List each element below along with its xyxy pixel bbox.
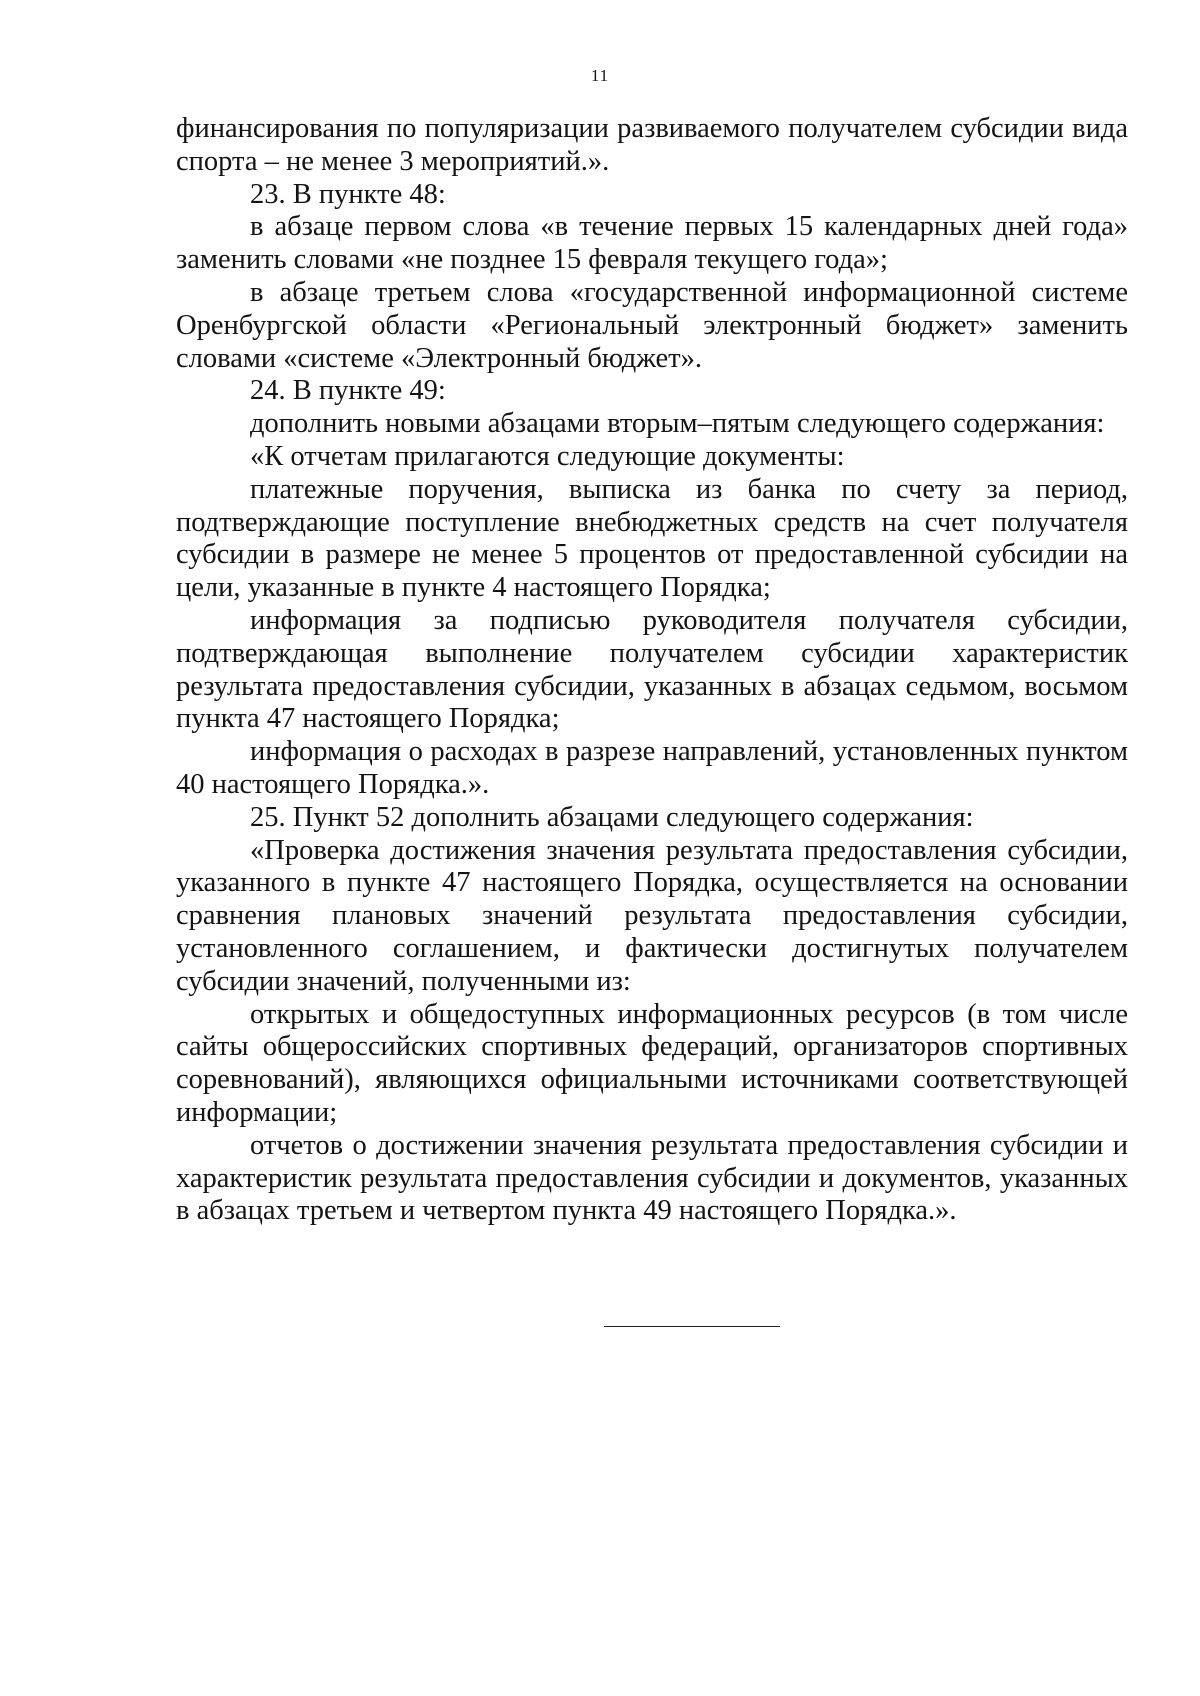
paragraph-item-23-abzac-3: в абзаце третьем слова «государственной информационной системе Оренбургской области «Региональный электронный бюджет» заменить словами «системе «Электронный бюджет».	[176, 276, 1128, 374]
document-body	[176, 113, 1128, 1228]
paragraph-item-25-check: «Проверка достижения значения результата предоставления субсидии, указанного в пункте 47 настоящего Порядка, осуществляется на основании сравнения плановых значений результата предоставления субсидии, установленного соглашением, и фактически достигнутых получателем субсидии значений, полученными из:	[176, 834, 1128, 997]
paragraph-item-24-signature-info: информация за подписью руководителя получателя субсидии, подтверждающая выполнение получателем субсидии характеристик результата предоставления субсидии, указанных в абзацах седьмом, восьмом пункта 47 настоящего Порядка;	[176, 604, 1128, 735]
paragraph-continuation: финансирования по популяризации развиваемого получателем субсидии вида спорта – не менее 3 мероприятий.».	[176, 113, 1128, 177]
paragraph-item-23: 23. В пункте 48:	[250, 178, 446, 210]
paragraph-item-23-abzac-1: в абзаце первом слова «в течение первых 15 календарных дней года» заменить словами «не позднее 15 февраля текущего года»;	[176, 211, 1128, 276]
paragraph-item-24-expenses: информация о расходах в разрезе направлений, установленных пунктом 40 настоящего Порядка.».	[176, 736, 1128, 800]
page-number: 11	[590, 66, 610, 85]
paragraph-item-24-add: дополнить новыми абзацами вторым–пятым следующего содержания:	[250, 408, 1105, 440]
paragraph-item-25-open-sources: открытых и общедоступных информационных ресурсов (в том числе сайты общероссийских спортивных федераций, организаторов спортивных соревнований), являющихся официальными источниками соответствующей информации;	[176, 998, 1128, 1128]
end-of-text-rule	[604, 1326, 780, 1327]
paragraph-item-24: 24. В пункте 49:	[250, 375, 446, 407]
paragraph-item-25-reports: отчетов о достижении значения результата предоставления субсидии и характеристик результата предоставления субсидии и документов, указанных в абзацах третьем и четвертом пункта 49 настоящего Порядка.».	[176, 1129, 1128, 1227]
paragraph-item-24-quote-start: «К отчетам прилагаются следующие документы:	[250, 440, 845, 472]
paragraph-item-24-payments: платежные поручения, выписка из банка по счету за период, подтверждающие поступление внебюджетных средств на счет получателя субсидии в размере не менее 5 процентов от предоставленной субсидии на цели, указанные в пункте 4 настоящего Порядка;	[176, 473, 1128, 604]
paragraph-item-25: 25. Пункт 52 дополнить абзацами следующего содержания:	[250, 801, 974, 833]
